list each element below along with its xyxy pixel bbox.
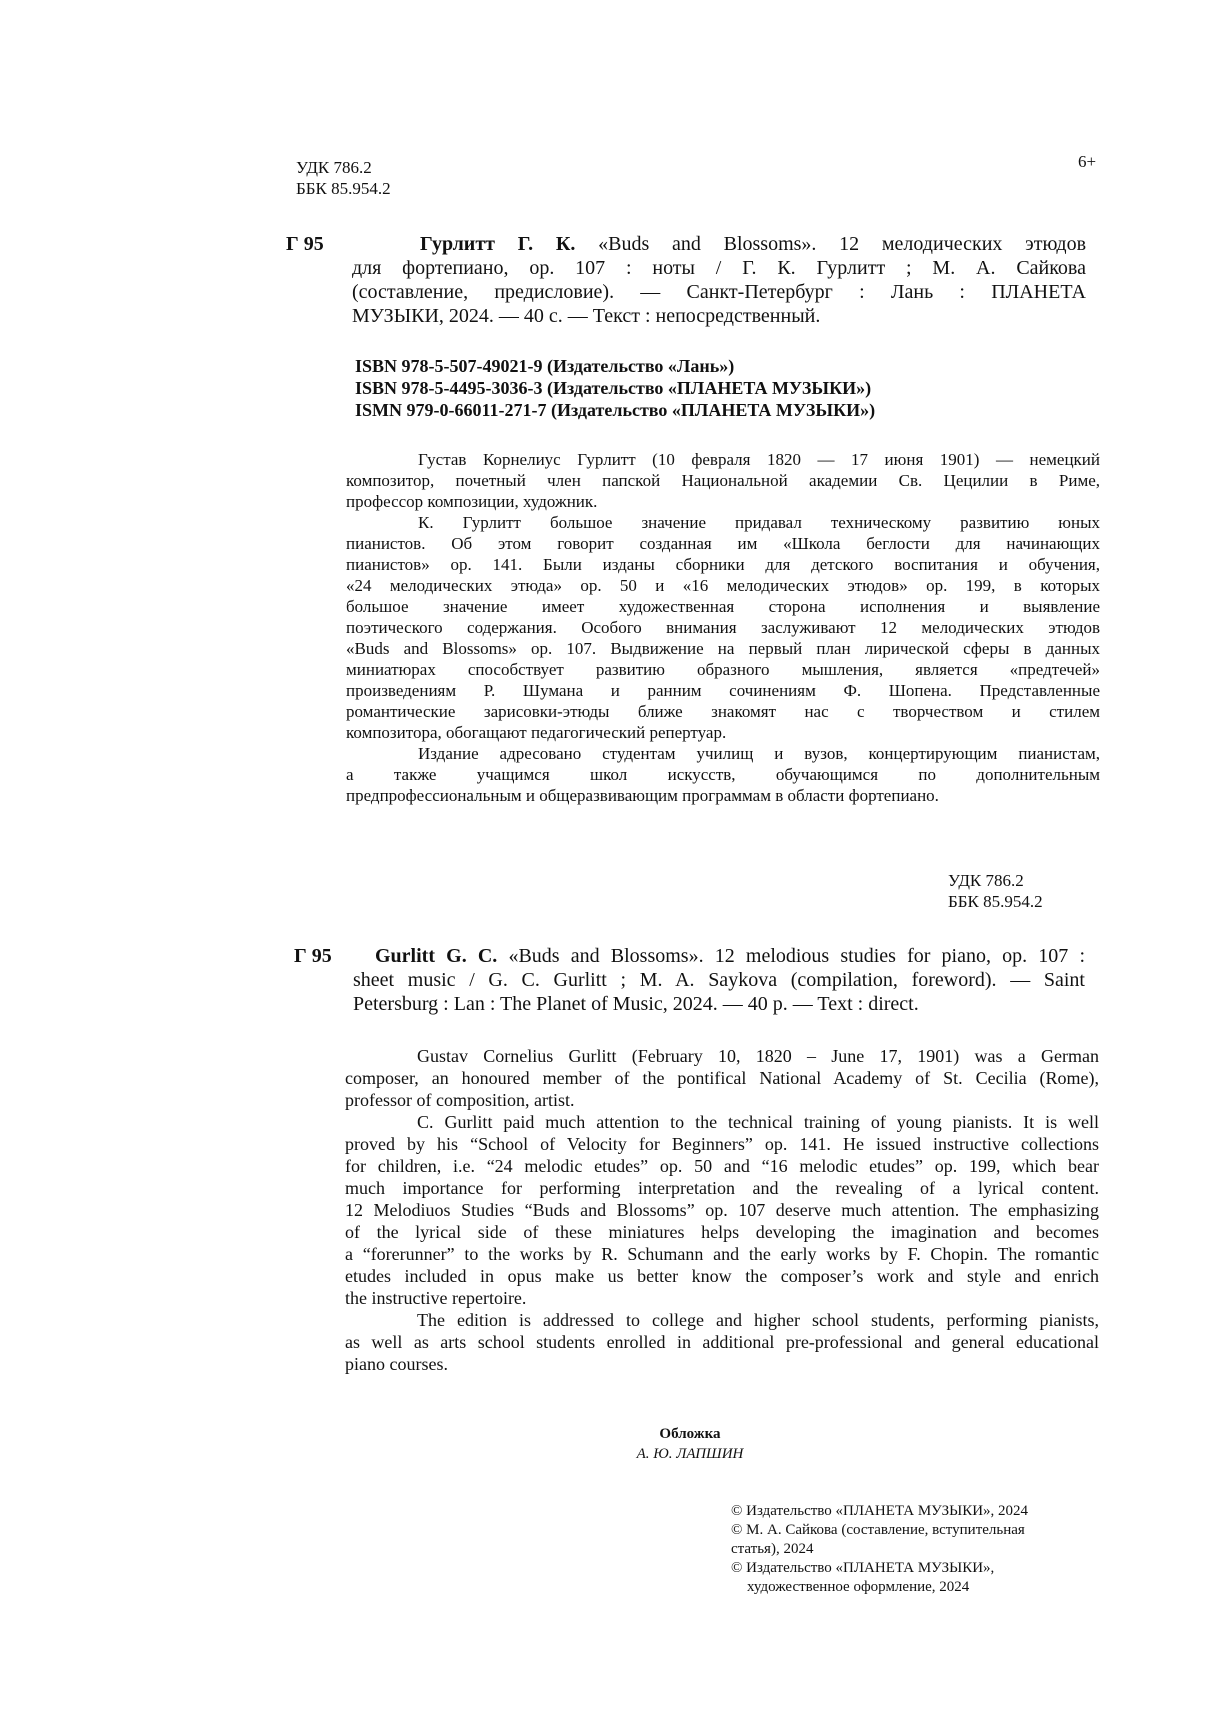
en-p1-line: Gustav Cornelius Gurlitt (February 10, 1820 – June 17, 1901) was a German [417,1046,1099,1066]
en-p3-line: as well as arts school students enrolled in additional pre-professional and general educational [345,1332,1099,1352]
en-record-code: Г 95 [294,945,332,967]
ru-p2-line: романтические зарисовки-этюды ближе знакомят нас с творчеством и стилем [346,702,1100,721]
en-annotation [345,1045,1099,1375]
en-bibliographic-record [353,944,1085,1016]
copyright-line: © М. А. Сайкова (составление, вступительная [731,1522,1025,1538]
identifiers [355,355,875,421]
copyright-line: © Издательство «ПЛАНЕТА МУЗЫКИ», [731,1560,995,1576]
udk-header-en [948,870,1043,912]
ru-p2-line: пианистов» ор. 141. Были изданы сборники для детского воспитания и обучения, [346,555,1100,574]
copyright-line: художественное оформление, 2024 [747,1579,970,1595]
cover-label: Обложка [659,1426,721,1442]
ru-p2-line: пианистов. Об этом говорит созданная им «Школа беглости для начинающих [346,534,1100,553]
en-p2-line: the instructive repertoire. [345,1288,527,1308]
en-p2-line: a “forerunner” to the works by R. Schumann and the early works by F. Chopin. The romantic [345,1244,1099,1264]
copyright-line: статья), 2024 [731,1541,814,1557]
en-p2-line: proved by his “School of Velocity for Beginners” op. 141. He issued instructive collections [345,1134,1099,1154]
cover-credit [560,1424,820,1464]
ru-p3-line: Издание адресовано студентам училищ и вузов, концертирующим пианистам, [418,744,1100,763]
udk-code: УДК 786.2 [296,158,372,177]
ru-p2-line: большое значение имеет художественная сторона исполнения и выявление [346,597,1100,616]
en-p2-line: much importance for performing interpretation and the revealing of a lyrical content. [345,1178,1099,1198]
udk-header [296,157,391,199]
ru-bibliographic-record [352,232,1086,328]
en-p1-line: professor of composition, artist. [345,1090,575,1110]
ru-p2-line: миниатюрах способствует развитию образного мышления, является «предтечей» [346,660,1100,679]
ru-p3-line: а также учащимся школ искусств, обучающимся по дополнительным [346,765,1100,784]
en-p2-line: 12 Melodiuos Studies “Buds and Blossoms” op. 107 deserve much attention. The emphasizing [345,1200,1099,1220]
ru-p1-line: композитор, почетный член папской Национальной академии Св. Цецилии в Риме, [346,471,1100,490]
ru-p2-line: произведениям Р. Шумана и ранним сочинениям Ф. Шопена. Представленные [346,681,1100,700]
ru-record-line-2: для фортепиано, ор. 107 : ноты / Г. К. Гурлитт ; М. А. Сайкова [352,257,1086,279]
ru-record-code: Г 95 [286,233,324,255]
en-p2-line: of the lyrical side of these miniatures helps developing the imagination and becomes [345,1222,1099,1242]
isbn-planeta: ISBN 978-5-4495-3036-3 (Издательство «ПЛАНЕТА МУЗЫКИ») [355,378,872,398]
ru-p2-line: композитора, обогащают педагогический репертуар. [346,723,727,742]
bbk-code-en: ББК 85.954.2 [948,892,1043,911]
cover-artist: А. Ю. ЛАПШИН [636,1446,744,1462]
copyright-line: © Издательство «ПЛАНЕТА МУЗЫКИ», 2024 [731,1503,1029,1519]
en-record-line-1 [353,944,1085,968]
ru-p1-line: Густав Корнелиус Гурлитт (10 февраля 1820 — 17 июня 1901) — немецкий [418,450,1100,469]
en-p2-line: C. Gurlitt paid much attention to the technical training of young pianists. It is well [417,1112,1099,1132]
en-p3-line: piano courses. [345,1354,448,1374]
en-record-author: Gurlitt G. C. [375,945,498,967]
ru-p3-line: предпрофессиональным и общеразвивающим программам в области фортепиано. [346,786,939,805]
ru-record-line-3: (составление, предисловие). — Санкт-Петербург : Лань : ПЛАНЕТА [352,281,1086,303]
ru-p2-line: поэтического содержания. Особого внимания заслуживают 12 мелодических этюдов [346,618,1100,637]
en-record-line-2: sheet music / G. C. Gurlitt ; M. A. Saykova (compilation, foreword). — Saint [353,969,1085,991]
age-rating: 6+ [1078,152,1097,171]
ru-p2-line: «Buds and Blossoms» ор. 107. Выдвижение на первый план лирической сферы в данных [346,639,1100,658]
ru-p1-line: профессор композиции, художник. [346,492,598,511]
en-p2-line: etudes included in opus make us better know the composer’s work and style and enrich [345,1266,1099,1286]
ru-record-author: Гурлитт Г. К. [420,233,576,255]
ru-p2-line: «24 мелодических этюда» ор. 50 и «16 мелодических этюдов» ор. 199, в которых [346,576,1100,595]
bbk-code: ББК 85.954.2 [296,179,391,198]
ru-record-title: «Buds and Blossoms». 12 мелодических этюдов [598,233,1087,255]
ru-record-line-1 [352,232,1086,256]
en-record-title: «Buds and Blossoms». 12 melodious studies for piano, op. 107 : [508,945,1086,967]
ru-annotation [346,449,1100,806]
en-p3-line: The edition is addressed to college and higher school students, performing pianists, [417,1310,1099,1330]
udk-code-en: УДК 786.2 [948,871,1024,890]
en-record-line-3: Petersburg : Lan : The Planet of Music, 2024. — 40 p. — Text : direct. [353,993,919,1015]
ismn-planeta: ISMN 979-0-66011-271-7 (Издательство «ПЛАНЕТА МУЗЫКИ») [355,400,876,420]
ru-record-line-4: МУЗЫКИ, 2024. — 40 с. — Текст : непосредственный. [352,305,821,327]
isbn-lan: ISBN 978-5-507-49021-9 (Издательство «Лань») [355,356,735,376]
ru-p2-line: К. Гурлитт большое значение придавал техническому развитию юных [418,513,1100,532]
en-p2-line: for children, i.e. “24 melodic etudes” op. 50 and “16 melodic etudes” op. 199, which bear [345,1156,1099,1176]
en-p1-line: composer, an honoured member of the pontifical National Academy of St. Cecilia (Rome), [345,1068,1099,1088]
copyright-block [731,1502,1028,1597]
